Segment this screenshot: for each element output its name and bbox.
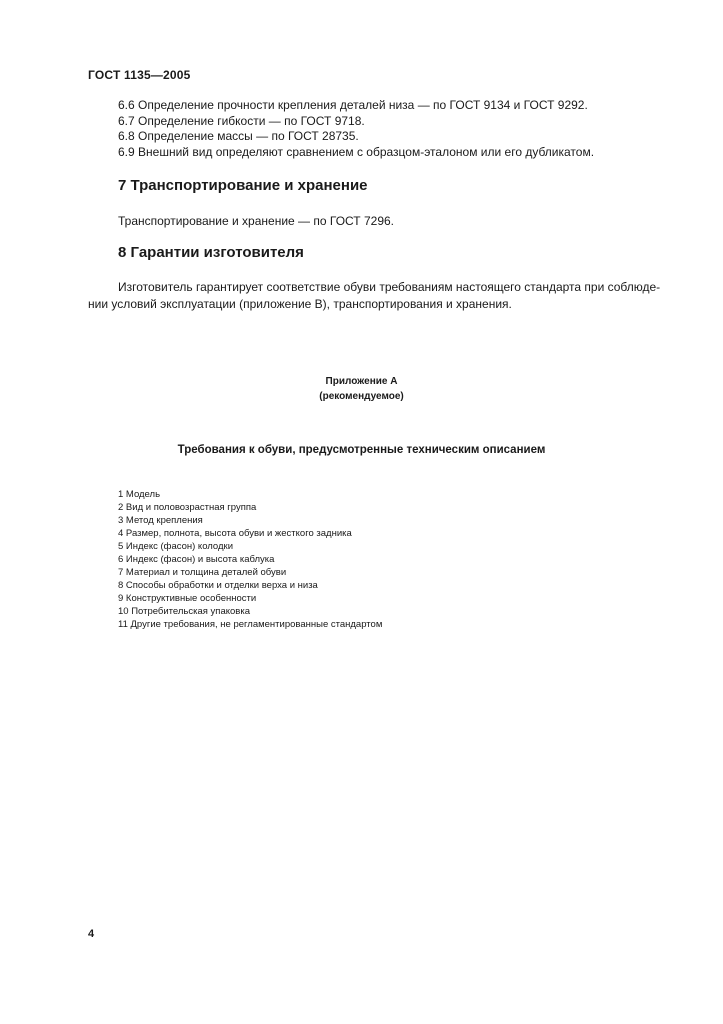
list-item: 5 Индекс (фасон) колодки — [118, 541, 233, 552]
appendix-label: Приложение А — [325, 376, 398, 387]
section-8-text-line1: Изготовитель гарантирует соответствие обуви требованиям настоящего стандарта при соблюде- — [118, 280, 661, 294]
list-item: 4 Размер, полнота, высота обуви и жесткого задника — [118, 528, 352, 539]
list-item: 7 Материал и толщина деталей обуви — [118, 567, 287, 578]
page-number: 4 — [88, 928, 95, 940]
appendix-status: (рекомендуемое) — [319, 391, 404, 402]
section-8-title: 8 Гарантии изготовителя — [118, 244, 304, 261]
list-item: 11 Другие требования, не регламентированные стандартом — [118, 619, 383, 630]
clause-list — [118, 98, 594, 160]
list-item: 2 Вид и половозрастная группа — [118, 502, 257, 513]
clause-6-6: 6.6 Определение прочности крепления деталей низа — по ГОСТ 9134 и ГОСТ 9292. — [118, 98, 588, 112]
list-item: 8 Способы обработки и отделки верха и низа — [118, 580, 318, 591]
appendix-title: Требования к обуви, предусмотренные техническим описанием — [177, 444, 546, 456]
list-item: 9 Конструктивные особенности — [118, 593, 257, 604]
list-item: 3 Метод крепления — [118, 515, 203, 526]
list-item: 6 Индекс (фасон) и высота каблука — [118, 554, 275, 565]
clause-6-8: 6.8 Определение массы — по ГОСТ 28735. — [118, 129, 359, 143]
list-item: 10 Потребительская упаковка — [118, 606, 250, 617]
clause-6-9: 6.9 Внешний вид определяют сравнением с образцом-эталоном или его дубликатом. — [118, 144, 595, 159]
running-header-standard-code: ГОСТ 1135—2005 — [88, 68, 191, 82]
list-item: 1 Модель — [118, 489, 161, 500]
section-8-text-line2: нии условий эксплуатации (приложение В), транспортирования и хранения. — [88, 297, 512, 311]
requirements-list — [118, 488, 382, 631]
clause-6-7: 6.7 Определение гибкости — по ГОСТ 9718. — [118, 113, 365, 128]
section-7-title: 7 Транспортирование и хранение — [118, 177, 368, 194]
section-7-text: Транспортирование и хранение — по ГОСТ 7296. — [118, 214, 394, 228]
